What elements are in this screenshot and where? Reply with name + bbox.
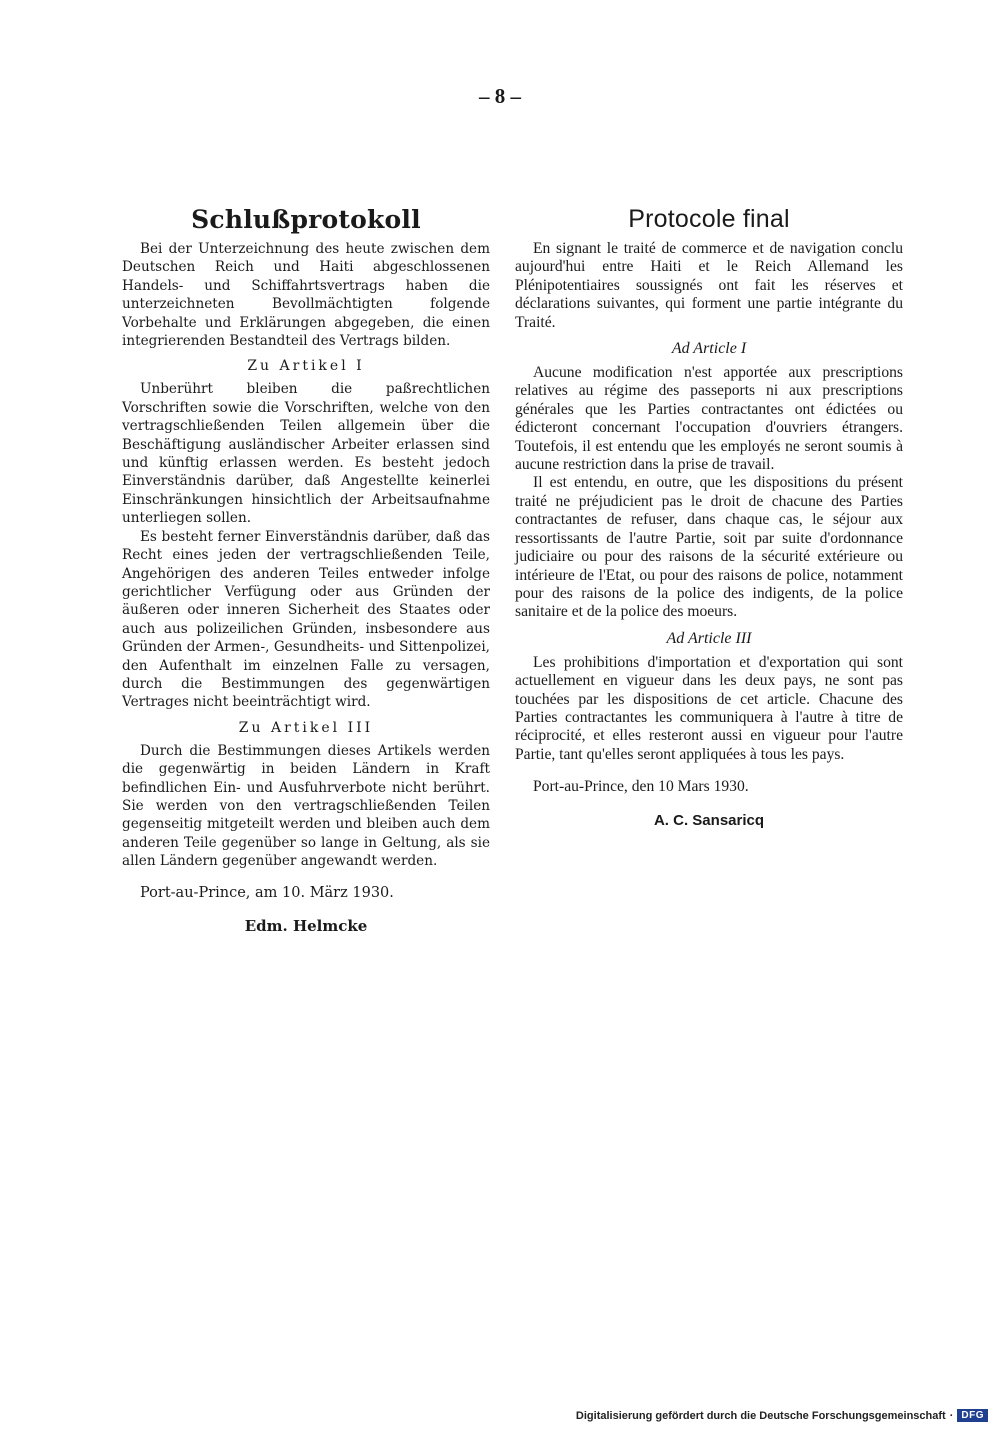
dfg-logo-icon: DFG: [957, 1409, 988, 1422]
french-intro: En signant le traité de commerce et de navigation conclu aujourd'hui entre Haiti et le Reich Allemand les Plénipotentiaires soussignés ont fait les réserves et déclarations suivantes, qui forment une partie intégrante du Traité.: [515, 240, 903, 331]
digitization-footer: [576, 1409, 988, 1422]
french-article3-heading: Ad Article III: [666, 629, 752, 647]
german-intro: Bei der Unterzeichnung des heute zwischen dem Deutschen Reich und Haiti abgeschlossenen Handels- und Schiffahrtsvertrags haben die unterzeichneten Bevollmächtigten folgende Vorbehalte und Erklärungen abgegeben, die einen integrierenden Bestandteil des Vertrags bilden.: [122, 241, 490, 350]
page-number-dash-left: –: [479, 84, 495, 108]
page-number: [0, 84, 1000, 109]
german-article3-paragraph-1: Durch die Bestimmungen dieses Artikels werden die gegenwärtig in beiden Ländern in Kraft befindlichen Ein- und Ausfuhrverbote nicht berührt. Sie werden von den vertragschließenden Teilen gegenseitig mitgeteilt werden und bleiben auch dem anderen Teile gegenüber so lange in Geltung, als sie allen Ländern gegenüber angewandt werden.: [122, 742, 490, 870]
french-article1-heading: Ad Article I: [671, 340, 747, 358]
german-article1-paragraph-1: Unberührt bleiben die paßrechtlichen Vorschriften sowie die Vorschriften, welche von den vertragschließenden Teilen allgemein über die Beschäftigung ausländischer Arbeiter erlassen sind und künftig erlassen werden. Es besteht jedoch Einverständnis darüber, daß Angestellte keinerlei Einschränkungen hinsichtlich der Arbeitsaufnahme unterliegen sollen.: [122, 381, 490, 527]
german-article1-heading: Zu Artikel I: [247, 358, 365, 375]
german-column: [122, 205, 490, 935]
german-article3-heading: Zu Artikel III: [238, 719, 374, 736]
german-article1-paragraph-2: Es besteht ferner Einverständnis darüber, daß das Recht eines jeden der vertragschließenden Teile, Angehörigen des anderen Teiles entweder infolge gerichtlicher Verfügung oder aus Gründen der äußeren oder inneren Sicherheit des Staates oder auch aus polizeilichen Gründen, insbesondere aus Gründen der Armen-, Gesundheits- und Sittenpolizei, den Aufenthalt im einzelnen Falle zu versagen, durch die Bestimmungen des gegenwärtigen Vertrages nicht beeinträchtigt wird.: [122, 528, 490, 711]
french-article1-paragraph-1: Aucune modification n'est apportée aux prescriptions relatives au régime des passeports ni aux prescriptions générales que les Parties contractantes ont édictées ou édicteront concernant l'occupation d'ouvriers étrangers. Toutefois, il est entendu que les employés ne seront soumis à aucune restriction dans la prise de travail.: [515, 364, 903, 474]
french-column: [515, 205, 903, 829]
page-number-dash-right: –: [505, 84, 521, 108]
french-title: Protocole final: [628, 205, 790, 233]
french-signature: A. C. Sansaricq: [653, 812, 765, 830]
german-title: Schlußprotokoll: [191, 205, 421, 234]
footer-separator: ·: [949, 1409, 954, 1422]
french-article3-paragraph-1: Les prohibitions d'importation et d'exportation qui sont actuellement en vigueur dans les deux pays, ne sont pas touchées par les dispositions de cet article. Chacune des Parties contractantes les communiquera à l'autre à titre de réciprocité, et elles resteront aussi en vigueur pour l'autre Partie, tant qu'elles seront appliquées à tous les pays.: [515, 653, 903, 763]
footer-text: Digitalisierung gefördert durch die Deutsche Forschungsgemeinschaft: [575, 1409, 946, 1422]
french-place-date: Port-au-Prince, den 10 Mars 1930.: [533, 778, 749, 796]
french-article1-paragraph-2: Il est entendu, en outre, que les dispositions du présent traité ne préjudicient pas le droit de chacune des Parties contractantes de refuser, dans chaque cas, le séjour aux ressortissants de l'autre Partie, soit par suite d'ordonnance judiciaire ou pour des raisons de la sécurité extérieure ou intérieure de l'Etat, ou pour des raisons de police, notamment pour des raisons de la police des indigents, de la police sanitaire et de la police des moeurs.: [515, 474, 903, 621]
page-number-value: 8: [494, 84, 506, 108]
german-signature: Edm. Helmcke: [244, 916, 368, 935]
german-place-date: Port-au-Prince, am 10. März 1930.: [140, 884, 394, 901]
